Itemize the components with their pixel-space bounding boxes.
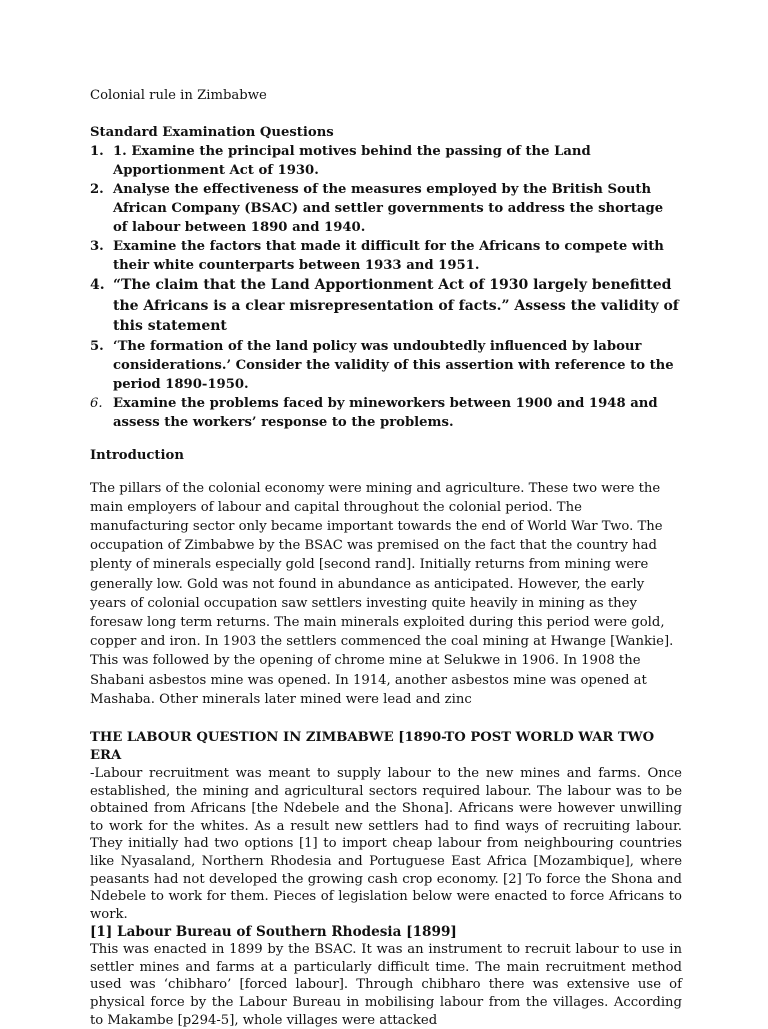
introduction-paragraph: The pillars of the colonial economy were mining and agriculture. These two were the main employers of labour and capital throughout the colonial period. The manufacturing sector only became important towards the end of World War Two. The occupation of Zimbabwe by the BSAC was premised on the fact that the country had plenty of minerals especially gold [second rand]. Initially returns from mining were generally low. Gold was not found in abundance as anticipated. However, the early years of colonial occupation saw settlers investing quite heavily in mining as they foresaw long term returns. The main minerals exploited during this period were gold, copper and iron. In 1903 the settlers commenced the coal mining at Hwange [Wankie]. This was followed by the opening of chrome mine at Selukwe in 1906. In 1908 the Shabani asbestos mine was opened. In 1914, another asbestos mine was opened at Mashaba. Other minerals later mined were lead and zinc <box>90 480 674 707</box>
labour-question-heading: THE LABOUR QUESTION IN ZIMBABWE [1890-TO POST WORLD WAR TWO ERA <box>90 729 655 763</box>
question-number: 3. <box>90 239 104 254</box>
labour-bureau-paragraph: This was enacted in 1899 by the BSAC. It was an instrument to recruit labour to use in settler mines and farms at a particularly difficult time. The main recruitment method used was ‘chibharo’ [forced labour]. Through chibharo there was extensive use of physical force by the Labour Bureau in mobilising labour from the villages. According to Makambe [p294-5], whole villages were attacked <box>90 942 682 1028</box>
question-text: ‘The formation of the land policy was undoubtedly influenced by labour considerations.’ Consider the validity of this assertion with reference to the period 1890-1950. <box>113 338 674 392</box>
question-text: Examine the problems faced by mineworkers between 1900 and 1948 and assess the workers’ response to the problems. <box>113 395 658 430</box>
questions-heading: Standard Examination Questions <box>90 125 334 140</box>
question-text: Analyse the effectiveness of the measures employed by the British South African Company (BSAC) and settler governments to address the shortage of labour between 1890 and 1940. <box>113 182 664 235</box>
question-number: 5. <box>90 338 104 354</box>
question-number: 4. <box>90 277 105 293</box>
question-item <box>90 337 682 394</box>
question-item <box>90 180 682 237</box>
document-page <box>90 86 682 1029</box>
document-title: Colonial rule in Zimbabwe <box>90 88 267 103</box>
question-text: 1. Examine the principal motives behind the passing of the Land Apportionment Act of 1930. <box>113 144 591 178</box>
question-number: 6. <box>90 395 103 411</box>
question-text: Examine the factors that made it difficult for the Africans to compete with their white counterparts between 1933 and 1951. <box>113 239 664 273</box>
questions-list <box>90 142 682 432</box>
question-item <box>90 237 682 275</box>
question-number: 1. <box>90 144 104 159</box>
question-item <box>90 142 682 180</box>
question-number: 2. <box>90 182 104 197</box>
labour-bureau-heading: [1] Labour Bureau of Southern Rhodesia [1899] <box>90 924 457 941</box>
question-item <box>90 394 682 432</box>
question-item <box>90 275 682 337</box>
question-text: “The claim that the Land Apportionment Act of 1930 largely benefitted the Africans is a clear misrepresentation of facts.” Assess the validity of this statement <box>113 277 679 334</box>
labour-paragraph: -Labour recruitment was meant to supply labour to the new mines and farms. Once established, the mining and agricultural sectors required labour. The labour was to be obtained from Africans [the Ndebele and the Shona]. Africans were however unwilling to work for the whites. As a result new settlers had to find ways of recruiting labour. They initially had two options [1] to import cheap labour from neighbouring countries like Nyasaland, Northern Rhodesia and Portuguese East Africa [Mozambique], where peasants had not developed the growing cash crop economy. [2] To force the Shona and Ndebele to work for them. Pieces of legislation below were enacted to force Africans to work. <box>90 765 682 922</box>
introduction-heading: Introduction <box>90 447 184 463</box>
